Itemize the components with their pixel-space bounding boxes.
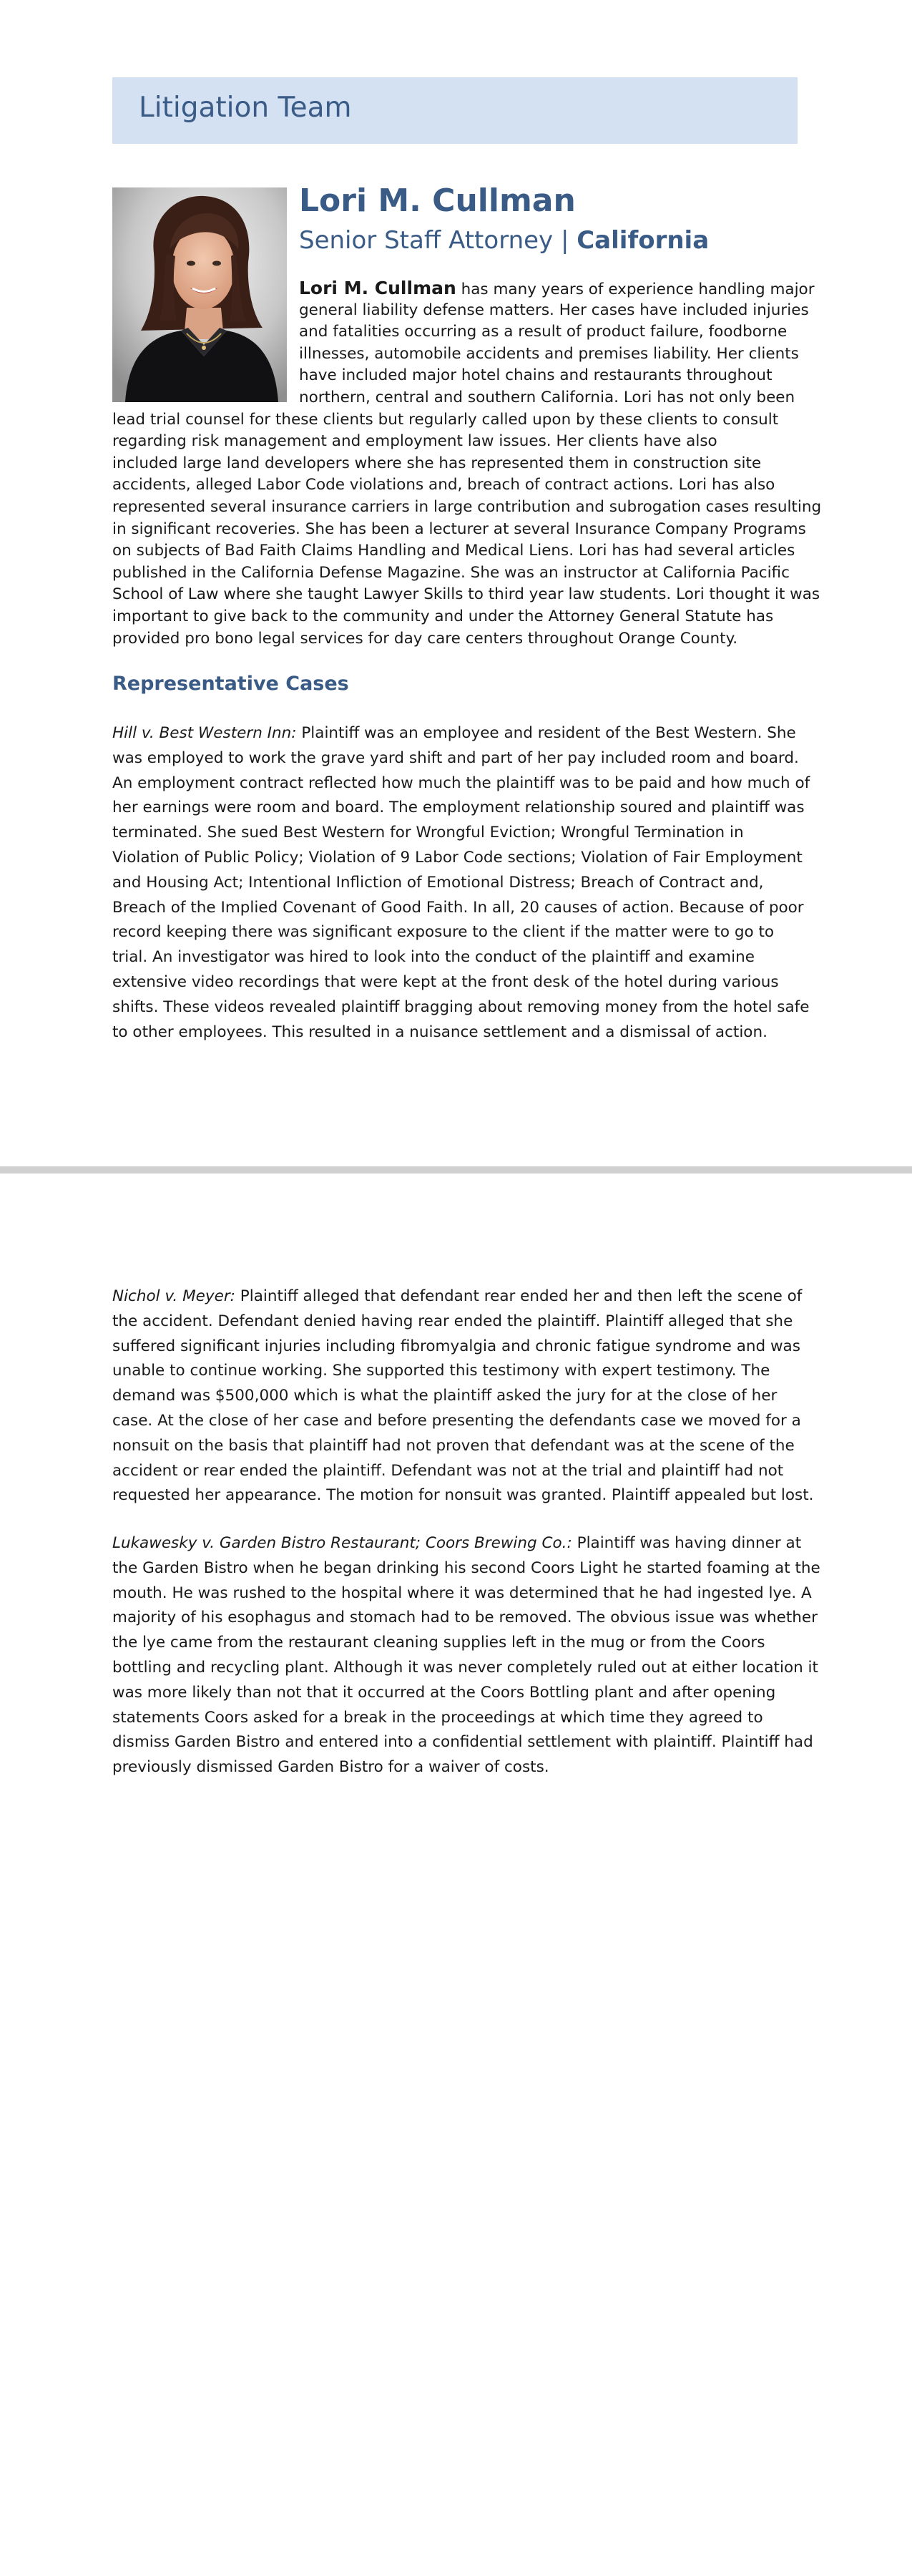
case-line: majority of his esophagus and stomach had to be removed. The obvious issue was whether bbox=[112, 1609, 818, 1627]
case-line: and Housing Act; Intentional Infliction of Emotional Distress; Breach of Contract and, bbox=[112, 873, 764, 892]
document-page-2 bbox=[0, 1174, 912, 2576]
case-line: extensive video recordings that were kept at the front desk of the hotel during various bbox=[112, 972, 779, 991]
case-line: the accident. Defendant denied having rear ended the plaintiff. Plaintiff alleged that she bbox=[112, 1312, 793, 1330]
case-line: statements Coors asked for a break in the proceedings at which time they agreed to bbox=[112, 1708, 763, 1727]
case-line: Violation of Public Policy; Violation of 9 Labor Code sections; Violation of Fair Employment bbox=[112, 848, 803, 867]
case-line: previously dismissed Garden Bistro for a waiver of costs. bbox=[112, 1758, 549, 1777]
bio-line: lead trial counsel for these clients but regularly called upon by these clients to consult bbox=[112, 410, 779, 429]
bio-line: illnesses, automobile accidents and premises liability. Her clients bbox=[299, 344, 799, 363]
attorney-title bbox=[299, 226, 709, 255]
header-banner bbox=[112, 77, 798, 144]
bio-lead-name: Lori M. Cullman bbox=[299, 278, 456, 298]
case-line: was more likely than not that it occurred at the Coors Bottling plant and after opening bbox=[112, 1683, 776, 1702]
case-line: the Garden Bistro when he began drinking his second Coors Light he started foaming at the bbox=[112, 1558, 820, 1577]
case-line bbox=[112, 721, 799, 746]
bio-line: northern, central and southern California. Lori has not only been bbox=[299, 388, 795, 406]
case-lukawesky-v-garden-bistro bbox=[112, 1531, 820, 1780]
case-line: suffered significant injuries including fibromyalgia and chronic fatigue syndrome and was bbox=[112, 1337, 800, 1355]
case-line: case. At the close of her case and before presenting the defendants case we moved for a bbox=[112, 1411, 801, 1430]
case-line: demand was $500,000 which is what the plaintiff asked the jury for at the close of her bbox=[112, 1387, 778, 1405]
bio-line-text: has many years of experience handling major bbox=[456, 280, 815, 298]
representative-cases-heading: Representative Cases bbox=[112, 673, 349, 695]
case-line: the lye came from the restaurant cleaning supplies left in the mug or from the Coors bbox=[112, 1634, 765, 1652]
bio-line: important to give back to the community and under the Attorney General Statute has bbox=[112, 607, 774, 625]
attorney-name: Lori M. Cullman bbox=[299, 182, 576, 219]
bio-line: and fatalities occurring as a result of product failure, foodborne bbox=[299, 323, 788, 341]
bio-line: on subjects of Bad Faith Claims Handling and Medical Liens. Lori has had several articles bbox=[112, 542, 795, 560]
case-line: to other employees. This resulted in a nuisance settlement and a dismissal of action. bbox=[112, 1023, 768, 1041]
case-line: An employment contract reflected how much the plaintiff was to be paid and how much of bbox=[112, 774, 810, 792]
bio-line: accidents, alleged Labor Code violations and, breach of contract actions. Lori has also bbox=[112, 476, 775, 494]
document-page-1 bbox=[0, 0, 912, 1166]
bio-line: have included major hotel chains and restaurants throughout bbox=[299, 366, 773, 385]
bio-line: provided pro bono legal services for day care centers throughout Orange County. bbox=[112, 629, 738, 648]
case-line: unable to continue working. She supported this testimony with expert testimony. The bbox=[112, 1362, 770, 1380]
case-name: Nichol v. Meyer: bbox=[112, 1287, 235, 1305]
bio-line bbox=[112, 278, 815, 300]
case-line: terminated. She sued Best Western for Wrongful Eviction; Wrongful Termination in bbox=[112, 824, 744, 842]
banner-title: Litigation Team bbox=[139, 92, 352, 124]
bio-line: represented several insurance carriers in large contribution and subrogation cases resulting bbox=[112, 497, 822, 516]
attorney-role: Senior Staff Attorney | bbox=[299, 226, 577, 255]
bio-line: general liability defense matters. Her cases have included injuries bbox=[299, 301, 809, 319]
case-line: Breach of the Implied Covenant of Good Faith. In all, 20 causes of action. Because of poor bbox=[112, 898, 804, 917]
attorney-location: California bbox=[577, 226, 710, 255]
case-hill-v-best-western bbox=[112, 721, 810, 1045]
case-line: her earnings were room and board. The employment relationship soured and plaintiff was bbox=[112, 799, 805, 817]
case-line: bottling and recycling plant. Although it was never completely ruled out at either location it bbox=[112, 1658, 818, 1677]
case-name: Hill v. Best Western Inn: bbox=[112, 724, 297, 742]
case-nichol-v-meyer bbox=[112, 1284, 814, 1508]
page-separator bbox=[0, 1166, 912, 1174]
case-line-text: Plaintiff was having dinner at bbox=[572, 1534, 802, 1552]
case-line-text: Plaintiff was an employee and resident of the Best Western. She bbox=[296, 724, 796, 742]
attorney-bio bbox=[112, 278, 822, 650]
case-line: trial. An investigator was hired to look into the conduct of the plaintiff and examine bbox=[112, 948, 755, 967]
case-line: was employed to work the grave yard shift and part of her pay included room and board. bbox=[112, 748, 799, 767]
bio-line: School of Law where she taught Lawyer Skills to third year law students. Lori thought it was bbox=[112, 585, 820, 604]
case-line bbox=[112, 1284, 803, 1309]
case-line: nonsuit on the basis that plaintiff had not proven that defendant was at the scene of the bbox=[112, 1436, 795, 1455]
case-line: record keeping there was significant exposure to the client if the matter were to go to bbox=[112, 923, 775, 942]
bio-line: regarding risk management and employment law issues. Her clients have also bbox=[112, 432, 717, 451]
case-line: requested her appearance. The motion for nonsuit was granted. Plaintiff appealed but lost. bbox=[112, 1486, 814, 1505]
case-line bbox=[112, 1531, 802, 1556]
bio-line: included large land developers where she has represented them in construction site bbox=[112, 454, 762, 472]
case-line: accident or rear ended the plaintiff. Defendant was not at the trial and plaintiff had not bbox=[112, 1461, 784, 1480]
case-line: dismiss Garden Bistro and entered into a confidential settlement with plaintiff. Plaintiff had bbox=[112, 1733, 813, 1752]
bio-line: published in the California Defense Magazine. She was an instructor at California Pacific bbox=[112, 563, 790, 582]
case-name: Lukawesky v. Garden Bistro Restaurant; Coors Brewing Co.: bbox=[112, 1534, 572, 1552]
case-line-text: Plaintiff alleged that defendant rear ended her and then left the scene of bbox=[235, 1287, 803, 1305]
case-line: shifts. These videos revealed plaintiff bragging about removing money from the hotel safe bbox=[112, 997, 810, 1016]
bio-line: in significant recoveries. She has been a lecturer at several Insurance Company Programs bbox=[112, 519, 806, 538]
case-line: mouth. He was rushed to the hospital where it was determined that he had ingested lye. A bbox=[112, 1584, 812, 1602]
